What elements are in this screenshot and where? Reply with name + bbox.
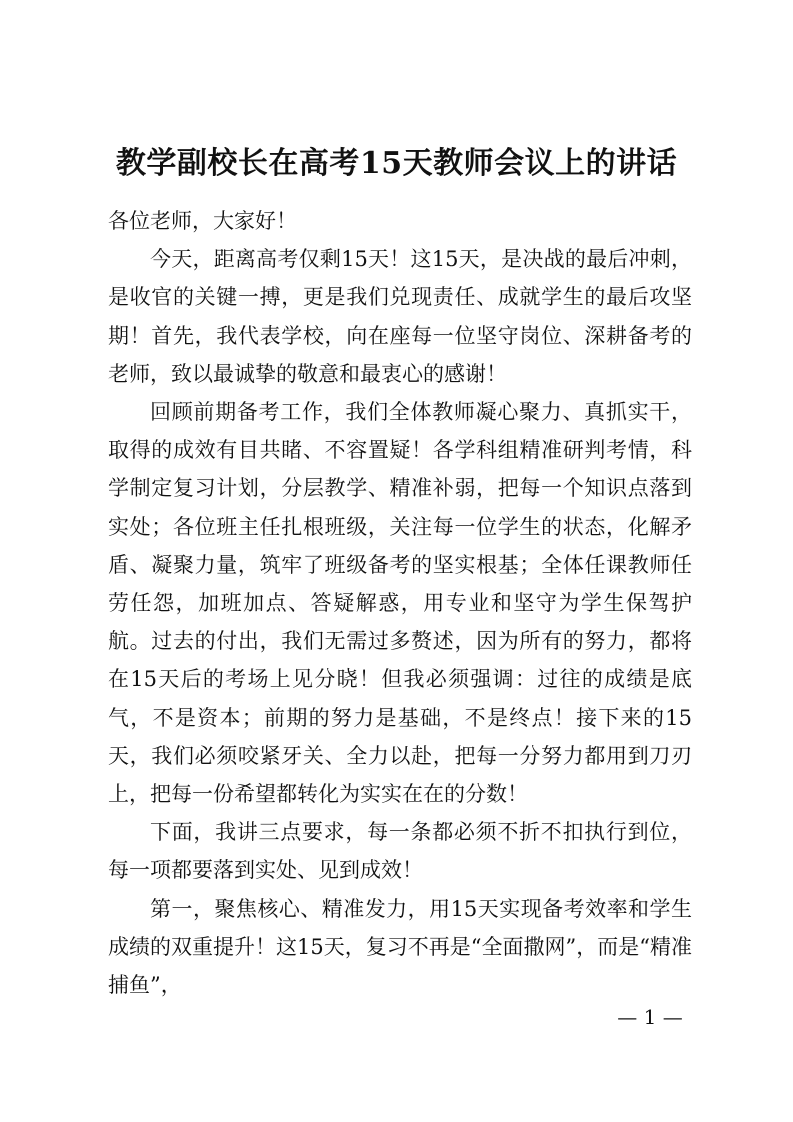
paragraph-first-requirement: 第一，聚焦核心、精准发力，用15天实现备考效率和学生成绩的双重提升！这15天，复习不再是“全面撒网”，而是“精准捕鱼”， [108,896,692,998]
page-number: — 1 — [617,1005,683,1029]
paragraph-opening: 今天，距离高考仅剩15天！这15天，是决战的最后冲刺，是收官的关键一搏，更是我们兑现责任、成就学生的最后攻坚期！首先，我代表学校，向在座每一位坚守岗位、深耕备考的老师，致以最诚挚的敬意和最衷心的感谢！ [108,247,692,386]
paragraph-requirements-intro: 下面，我讲三点要求，每一条都必须不折不扣执行到位，每一项都要落到实处、见到成效！ [108,820,692,883]
salutation: 各位老师，大家好！ [108,209,297,233]
document-body [108,202,692,1004]
document-title: 教学副校长在高考15天教师会议上的讲话 [115,146,678,181]
paragraph-review: 回顾前期备考工作，我们全体教师凝心聚力、真抓实干，取得的成效有目共睹、不容置疑！各学科组精准研判考情，科学制定复习计划，分层教学、精准补弱，把每一个知识点落到实处；各位班主任扎根班级，关注每一位学生的状态，化解矛盾、凝聚力量，筑牢了班级备考的坚实根基；全体任课教师任劳任怨，加班加点、答疑解惑，用专业和坚守为学生保驾护航。过去的付出，我们无需过多赘述，因为所有的努力，都将在15天后的考场上见分晓！但我必须强调：过往的成绩是底气，不是资本；前期的努力是基础，不是终点！接下来的15天，我们必须咬紧牙关、全力以赴，把每一分努力都用到刀刃上，把每一份希望都转化为实实在在的分数！ [108,400,692,807]
